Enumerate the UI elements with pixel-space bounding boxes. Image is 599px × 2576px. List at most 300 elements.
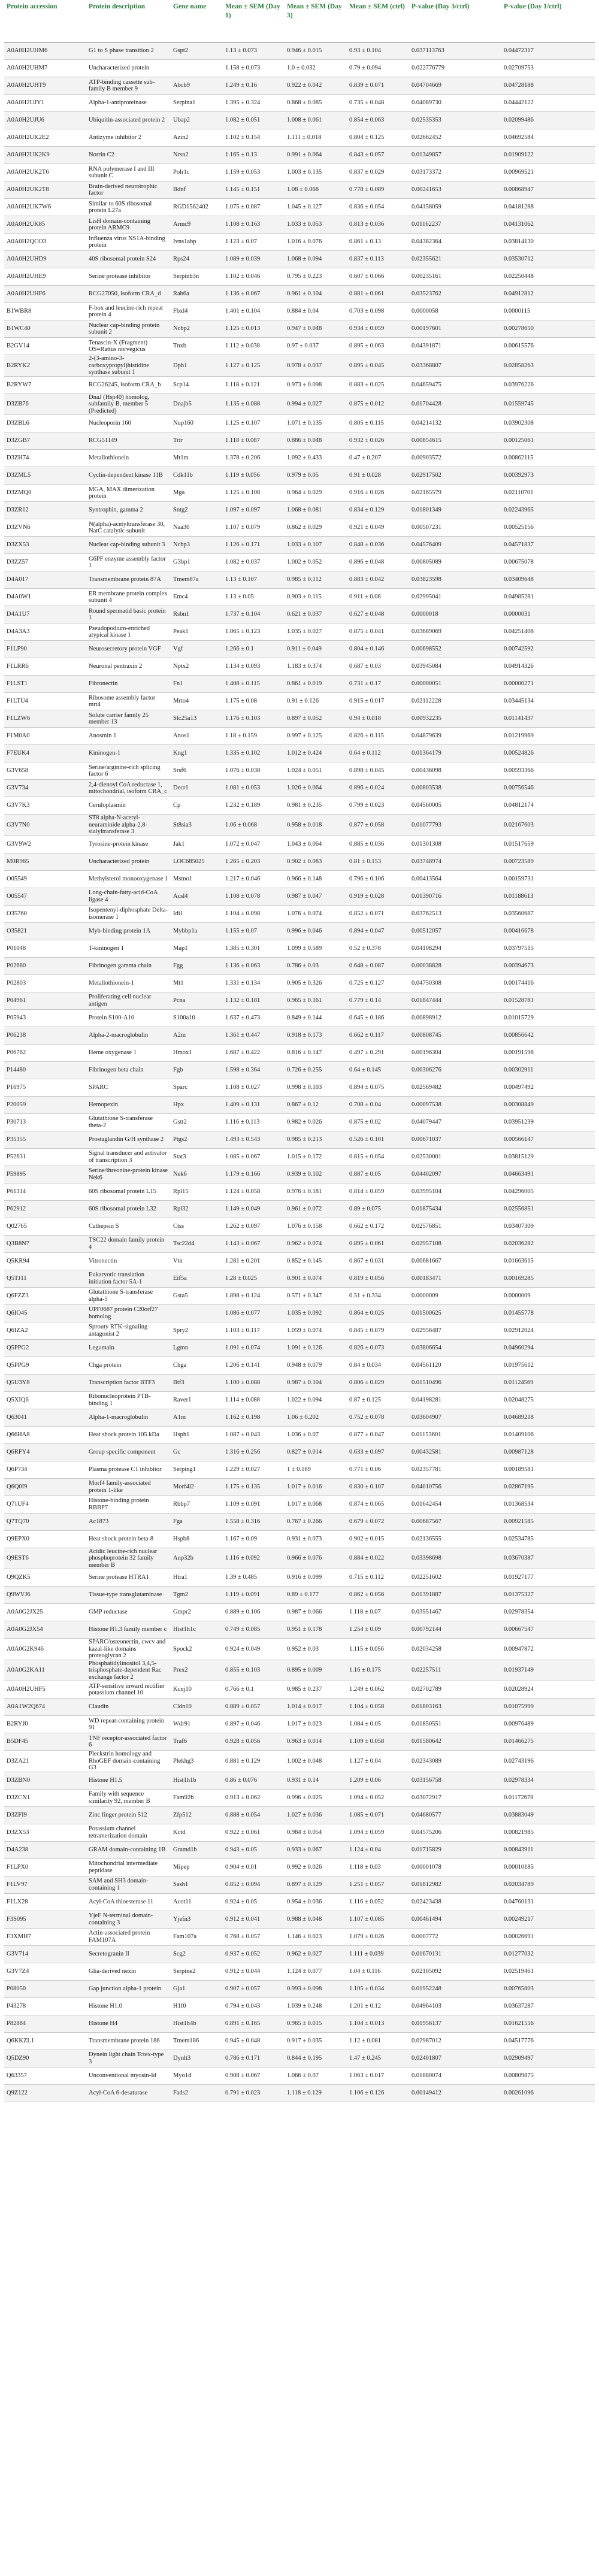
table-cell: Q6IO45 <box>4 1304 86 1322</box>
table-cell: 1.165 ± 0.13 <box>223 147 285 164</box>
table-cell: 1.12 ± 0.081 <box>347 2032 409 2050</box>
table-cell: 0.00413564 <box>409 870 501 888</box>
table-cell: 0.884 ± 0.022 <box>347 1548 409 1569</box>
table-cell: 0.895 ± 0.045 <box>347 355 409 377</box>
table-cell: 0.03072917 <box>409 1789 501 1806</box>
table-cell: Q5PPG2 <box>4 1339 86 1357</box>
table-cell: 1.06 ± 0.068 <box>223 815 285 836</box>
table-cell: 0.02105092 <box>409 1963 501 1980</box>
table-cell: Tmem87a <box>171 571 223 589</box>
table-cell: Long-chain-fatty-acid-CoA ligase 4 <box>86 888 171 905</box>
table-cell: 0.725 ± 0.127 <box>347 974 409 992</box>
table-cell: Cyclin-dependent kinase 11B <box>86 467 171 485</box>
table-cell: 1.124 ± 0.077 <box>285 1963 347 1980</box>
table-cell: 0.03689069 <box>409 623 501 641</box>
table-cell: Cldn10 <box>171 1699 223 1716</box>
table-cell: 0.47 ± 0.207 <box>347 450 409 467</box>
table-cell: 0.00843911 <box>501 1841 595 1858</box>
table-cell: Gja1 <box>171 1980 223 1997</box>
table-cell: 0.00524826 <box>501 745 595 762</box>
table-cell: Acsl4 <box>171 888 223 905</box>
table-cell: 1.04 ± 0.116 <box>347 1963 409 1980</box>
table-cell: 0.931 ± 0.073 <box>285 1530 347 1548</box>
table-cell: Gap junction alpha-1 protein <box>86 1980 171 1997</box>
table-cell: D3ZMQ0 <box>4 485 86 502</box>
table-cell: N(alpha)-acetyltransferase 30, NatC catalytic subunit <box>86 519 171 537</box>
table-cell: 1.105 ± 0.034 <box>347 1980 409 1997</box>
table-cell: 0.837 ± 0.113 <box>347 251 409 268</box>
table-row <box>4 693 595 710</box>
table-cell: 1.118 ± 0.087 <box>223 432 285 450</box>
table-row <box>4 60 595 77</box>
table-cell: 0.01368534 <box>501 1496 595 1513</box>
table-cell: RCG51149 <box>86 432 171 450</box>
table-cell: 0.04158059 <box>409 199 501 216</box>
table-cell: F3XMH7 <box>4 1928 86 1945</box>
table-cell: 0.884 ± 0.04 <box>285 303 347 320</box>
table-cell: B5DF45 <box>4 1733 86 1751</box>
table-cell: F7EUK4 <box>4 745 86 762</box>
table-cell: 0.02028924 <box>501 1681 595 1699</box>
table-cell: 0.852 ± 0.094 <box>223 1876 285 1893</box>
table-cell: 0.00149412 <box>409 2084 501 2102</box>
table-cell: 0.04659475 <box>409 376 501 393</box>
table-cell: LOC685025 <box>171 853 223 870</box>
table-cell: Rab6a <box>171 286 223 303</box>
table-row <box>4 974 595 992</box>
table-cell: 0.804 ± 0.146 <box>347 641 409 658</box>
table-cell: 0.766 ± 0.1 <box>223 1681 285 1699</box>
table-cell: 0.889 ± 0.057 <box>223 1699 285 1716</box>
table-cell: Spry2 <box>171 1322 223 1339</box>
table-cell: Ctss <box>171 1218 223 1235</box>
table-cell: 1.103 ± 0.117 <box>223 1322 285 1339</box>
table-cell: 0.03883049 <box>501 1806 595 1824</box>
table-row <box>4 415 595 432</box>
table-cell: 0.03156758 <box>409 1772 501 1789</box>
table-cell: Myo1d <box>171 2067 223 2084</box>
table-cell: 0.02709753 <box>501 60 595 77</box>
table-cell: A0A0G2KA11 <box>4 1660 86 1681</box>
table-cell: Zfp512 <box>171 1806 223 1824</box>
table-cell: 0.852 ± 0.071 <box>347 905 409 922</box>
table-cell: 0.931 ± 0.14 <box>285 1772 347 1789</box>
table-cell: 0.02534785 <box>501 1530 595 1548</box>
table-cell: P05943 <box>4 1009 86 1027</box>
table-row <box>4 1096 595 1113</box>
table-cell: 0.633 ± 0.097 <box>347 1443 409 1461</box>
table-cell: Isopentenyl-diphosphate Delta-isomerase 1 <box>86 905 171 922</box>
table-row <box>4 1496 595 1513</box>
table-cell: F1LV97 <box>4 1876 86 1893</box>
table-cell: 0.911 ± 0.049 <box>285 641 347 658</box>
table-cell: 1.039 ± 0.248 <box>285 1997 347 2015</box>
table-cell: 0.02165579 <box>409 485 501 502</box>
table-cell: Sash1 <box>171 1876 223 1893</box>
table-row <box>4 1287 595 1304</box>
table-cell: 1.091 ± 0.074 <box>223 1339 285 1357</box>
table-cell: 0.00026691 <box>501 1928 595 1945</box>
table-cell: Idi1 <box>171 905 223 922</box>
table-row <box>4 1858 595 1876</box>
table-row <box>4 1699 595 1716</box>
table-cell: M0R965 <box>4 853 86 870</box>
table-cell: 0.01517659 <box>501 836 595 853</box>
table-cell: A0A0H2UJU6 <box>4 112 86 129</box>
table-cell: Secretogranin II <box>86 1945 171 1963</box>
table-cell: 1.265 ± 0.203 <box>223 853 285 870</box>
table-cell: Round spermatid basic protein 1 <box>86 606 171 623</box>
table-cell: 0.845 ± 0.079 <box>347 1322 409 1339</box>
table-cell: 0.621 ± 0.037 <box>285 606 347 623</box>
table-cell: 1.229 ± 0.027 <box>223 1461 285 1478</box>
table-cell: 1.149 ± 0.049 <box>223 1200 285 1218</box>
table-cell: 0.00191598 <box>501 1044 595 1061</box>
table-row <box>4 888 595 905</box>
table-cell: 1.316 ± 0.256 <box>223 1443 285 1461</box>
table-cell: 0.961 ± 0.072 <box>285 1200 347 1218</box>
table-cell: 0.00512057 <box>409 922 501 940</box>
table-cell: 0.02978354 <box>501 1604 595 1621</box>
table-cell: 1.159 ± 0.053 <box>223 164 285 181</box>
table-cell: D3ZX53 <box>4 537 86 554</box>
table-row <box>4 815 595 836</box>
table-cell: 0.826 ± 0.073 <box>347 1339 409 1357</box>
table-cell: B2RYW7 <box>4 376 86 393</box>
table-cell: 0.00302911 <box>501 1061 595 1079</box>
table-cell: 1.008 ± 0.061 <box>285 112 347 129</box>
table-cell: 1.116 ± 0.092 <box>223 1548 285 1569</box>
table-cell: 0.816 ± 0.147 <box>285 1044 347 1061</box>
table-cell: 0.00461494 <box>409 1911 501 1928</box>
table-cell: 0.89 ± 0.075 <box>347 1200 409 1218</box>
table-cell: Hist1h1b <box>171 1772 223 1789</box>
table-cell: B2GV14 <box>4 338 86 355</box>
table-cell: 0.81 ± 0.153 <box>347 853 409 870</box>
table-cell: P62912 <box>4 1200 86 1218</box>
table-cell: 0.03409648 <box>501 571 595 589</box>
table-cell: Myb-binding protein 1A <box>86 922 171 940</box>
table-cell: Q7TQ70 <box>4 1513 86 1530</box>
table-cell: Similar to 60S ribosomal protein L27a <box>86 199 171 216</box>
table-cell: 0.867 ± 0.12 <box>285 1096 347 1113</box>
table-cell: 0.987 ± 0.104 <box>285 1374 347 1391</box>
table-cell: 1.687 ± 0.422 <box>223 1044 285 1061</box>
table-cell: P06238 <box>4 1027 86 1044</box>
table-cell: 0.731 ± 0.17 <box>347 676 409 693</box>
table-cell: 0.04728188 <box>501 77 595 95</box>
table-cell: Signal transducer and activator of transcription 3 <box>86 1148 171 1166</box>
table-cell: 0.981 ± 0.235 <box>285 797 347 815</box>
table-cell: 0.00197601 <box>409 320 501 338</box>
table-row <box>4 1997 595 2015</box>
table-cell: 60S ribosomal protein L15 <box>86 1183 171 1200</box>
table-cell: 0.02357781 <box>409 1461 501 1478</box>
table-cell: Ac1873 <box>86 1513 171 1530</box>
table-cell: Hsph1 <box>171 1426 223 1443</box>
table-cell: Phosphatidylinositol 3,4,5-trisphosphate-dependent Rac exchange factor 2 <box>86 1660 171 1681</box>
table-cell: Nup160 <box>171 415 223 432</box>
table-cell: Abcb9 <box>171 77 223 95</box>
table-cell: Norrin C2 <box>86 147 171 164</box>
table-cell: Dynlt3 <box>171 2050 223 2067</box>
table-cell: D3ZCN1 <box>4 1789 86 1806</box>
table-cell: 0.03976226 <box>501 376 595 393</box>
table-cell: 1.118 ± 0.07 <box>347 1604 409 1621</box>
table-row <box>4 1391 595 1409</box>
table-cell: Serpina1 <box>171 95 223 112</box>
table-row <box>4 485 595 502</box>
table-cell: 0.839 ± 0.071 <box>347 77 409 95</box>
table-cell: A0A0H2UHM6 <box>4 43 86 60</box>
table-cell: 0.04985281 <box>501 589 595 606</box>
table-cell: 1.045 ± 0.127 <box>285 199 347 216</box>
table-cell: 1.104 ± 0.098 <box>223 905 285 922</box>
table-cell: Brain-derived neurotrophic factor <box>86 181 171 199</box>
table-row <box>4 1339 595 1357</box>
table-cell: A0A0G2JX25 <box>4 1604 86 1621</box>
table-cell: 1.251 ± 0.057 <box>347 1876 409 1893</box>
table-cell: 0.805 ± 0.115 <box>347 415 409 432</box>
table-cell: 0.795 ± 0.223 <box>285 268 347 286</box>
table-cell: 0.04131062 <box>501 216 595 234</box>
table-cell: 1.099 ± 0.589 <box>285 940 347 957</box>
table-cell: 0.848 ± 0.036 <box>347 537 409 554</box>
table-cell: 1.092 ± 0.433 <box>285 450 347 467</box>
table-cell: H1f0 <box>171 1997 223 2015</box>
table-row <box>4 1639 595 1660</box>
table-cell: A0A0H2UK2T6 <box>4 164 86 181</box>
table-cell: 0.0000058 <box>409 303 501 320</box>
table-cell: 1.598 ± 0.364 <box>223 1061 285 1079</box>
table-cell: 1.065 ± 0.123 <box>223 623 285 641</box>
column-header: Mean ± SEM (ctrl) <box>347 0 409 43</box>
table-cell: 0.982 ± 0.026 <box>285 1113 347 1131</box>
table-cell: 0.919 ± 0.028 <box>347 888 409 905</box>
table-cell: 0.804 ± 0.125 <box>347 129 409 147</box>
table-cell: 1.0 ± 0.032 <box>285 60 347 77</box>
table-cell: 0.973 ± 0.098 <box>285 376 347 393</box>
table-cell: 0.898 ± 0.045 <box>347 762 409 780</box>
table-cell: 0.886 ± 0.048 <box>285 432 347 450</box>
table-cell: 0.985 ± 0.237 <box>285 1681 347 1699</box>
table-cell: Q9EST6 <box>4 1548 86 1569</box>
table-cell: 0.932 ± 0.026 <box>347 432 409 450</box>
table-cell: St8sia3 <box>171 815 223 836</box>
table-cell: 0.01349857 <box>409 147 501 164</box>
table-cell: Decr1 <box>171 780 223 797</box>
table-cell: 0.04442122 <box>501 95 595 112</box>
table-cell: Bdnf <box>171 181 223 199</box>
table-cell: D4A1U7 <box>4 606 86 623</box>
table-cell: 0.767 ± 0.266 <box>285 1513 347 1530</box>
table-cell: 1.262 ± 0.097 <box>223 1218 285 1235</box>
table-cell: D3ZZ57 <box>4 554 86 571</box>
table-cell: G6PF enzyme assembly factor 1 <box>86 554 171 571</box>
table-cell: 0.00808745 <box>409 1027 501 1044</box>
table-cell: 0.79 ± 0.094 <box>347 60 409 77</box>
table-cell: 0.02702789 <box>409 1681 501 1699</box>
table-cell: 0.963 ± 0.014 <box>285 1733 347 1751</box>
table-header <box>4 0 595 43</box>
table-cell: A0A0H2UK85 <box>4 216 86 234</box>
protein-table <box>4 0 595 2102</box>
table-cell: 1.116 ± 0.052 <box>347 1893 409 1911</box>
table-cell: A2m <box>171 1027 223 1044</box>
table-cell: Metallothionein-1 <box>86 974 171 992</box>
table-cell: 0.806 ± 0.029 <box>347 1374 409 1391</box>
table-cell: Cathepsin S <box>86 1218 171 1235</box>
table-cell: 1.637 ± 0.473 <box>223 1009 285 1027</box>
table-row <box>4 376 595 393</box>
table-cell: Plasma protease C1 inhibitor <box>86 1461 171 1478</box>
table-cell: 0.924 ± 0.049 <box>223 1639 285 1660</box>
table-row <box>4 181 595 199</box>
table-row <box>4 432 595 450</box>
table-cell: 0.00306276 <box>409 1061 501 1079</box>
table-cell: Naa30 <box>171 519 223 537</box>
table-cell: Nrsn2 <box>171 147 223 164</box>
table-cell: 0.896 ± 0.048 <box>347 554 409 571</box>
table-cell: Hemopexin <box>86 1096 171 1113</box>
table-cell: G3V658 <box>4 762 86 780</box>
table-cell: Glutathione S-transferase theta-2 <box>86 1113 171 1131</box>
table-cell: Fgg <box>171 957 223 974</box>
table-cell: 0.00671037 <box>409 1131 501 1148</box>
table-cell: 0.978 ± 0.037 <box>285 355 347 377</box>
table-cell: 0.03398698 <box>409 1548 501 1569</box>
table-cell: S100a10 <box>171 1009 223 1027</box>
table-cell: 0.97 ± 0.037 <box>285 338 347 355</box>
table-cell: 1.124 ± 0.04 <box>347 1841 409 1858</box>
table-cell: 0.02423438 <box>409 1893 501 1911</box>
table-cell: 1.087 ± 0.043 <box>223 1426 285 1443</box>
table-cell: Gspt2 <box>171 43 223 60</box>
table-cell: 0.903 ± 0.115 <box>285 589 347 606</box>
table-row <box>4 992 595 1009</box>
table-row <box>4 1893 595 1911</box>
table-cell: 1.146 ± 0.023 <box>285 1928 347 1945</box>
table-cell: 0.00765803 <box>501 1980 595 1997</box>
table-cell: 1.361 ± 0.447 <box>223 1027 285 1044</box>
table-cell: 1.125 ± 0.107 <box>223 415 285 432</box>
table-cell: Morf4 family-associated protein 1-like <box>86 1478 171 1496</box>
table-cell: Sntg2 <box>171 502 223 519</box>
table-cell: 1.281 ± 0.201 <box>223 1252 285 1270</box>
table-row <box>4 1009 595 1027</box>
table-cell: D3ZGB7 <box>4 432 86 450</box>
table-cell: 0.01141437 <box>501 710 595 728</box>
table-cell: ATP-binding cassette sub-family B member 9 <box>86 77 171 95</box>
table-cell: P61314 <box>4 1183 86 1200</box>
table-cell: 0.00856642 <box>501 1027 595 1044</box>
table-cell: F1LTU4 <box>4 693 86 710</box>
table-cell: 0.854 ± 0.063 <box>347 112 409 129</box>
table-cell: 0.00742592 <box>501 641 595 658</box>
table-cell: 1.109 ± 0.091 <box>223 1496 285 1513</box>
table-cell: 1.409 ± 0.131 <box>223 1096 285 1113</box>
table-cell: Unconventional myosin-Id <box>86 2067 171 2084</box>
table-cell: Q5DZ90 <box>4 2050 86 2067</box>
table-cell: 0.991 ± 0.064 <box>285 147 347 164</box>
table-cell: 1.167 ± 0.09 <box>223 1530 285 1548</box>
table-cell: Cdk11b <box>171 467 223 485</box>
table-row <box>4 1409 595 1426</box>
table-row <box>4 1322 595 1339</box>
table-cell: Ptgs2 <box>171 1131 223 1148</box>
table-cell: F1LRR6 <box>4 658 86 676</box>
table-cell: Tgm2 <box>171 1587 223 1604</box>
table-cell: 0.01880074 <box>409 2067 501 2084</box>
table-cell: 1.084 ± 0.05 <box>347 1716 409 1733</box>
table-cell: 0.04382364 <box>409 234 501 251</box>
table-cell: 1.209 ± 0.06 <box>347 1772 409 1789</box>
table-cell: TSC22 domain family protein 4 <box>86 1235 171 1252</box>
table-cell: 0.885 ± 0.036 <box>347 836 409 853</box>
table-cell: 0.571 ± 0.347 <box>285 1287 347 1304</box>
table-cell: Fibrinogen beta chain <box>86 1061 171 1079</box>
table-cell: 1.136 ± 0.067 <box>223 286 285 303</box>
table-cell: 1.118 ± 0.03 <box>347 1858 409 1876</box>
table-cell: 0.961 ± 0.104 <box>285 286 347 303</box>
table-cell: Serpine2 <box>171 1963 223 1980</box>
table-cell: 1.28 ± 0.025 <box>223 1270 285 1287</box>
table-row <box>4 1131 595 1148</box>
table-cell: 0.01466275 <box>501 1733 595 1751</box>
table-row <box>4 467 595 485</box>
table-cell: 0.966 ± 0.148 <box>285 870 347 888</box>
table-cell: Fibronectin <box>86 676 171 693</box>
table-cell: 0.04296005 <box>501 1183 595 1200</box>
table-cell: O35821 <box>4 922 86 940</box>
header-row <box>4 0 595 43</box>
table-cell: Btf3 <box>171 1374 223 1391</box>
table-cell: 0.01510496 <box>409 1374 501 1391</box>
table-cell: 0.02401807 <box>409 2050 501 2067</box>
table-cell: 0.02858263 <box>501 355 595 377</box>
table-cell: 0.627 ± 0.048 <box>347 606 409 623</box>
table-cell: 0.00921585 <box>501 1513 595 1530</box>
table-cell: 0.01850551 <box>409 1716 501 1733</box>
table-cell: Alpha-1-macroglobulin <box>86 1409 171 1426</box>
table-cell: 0.00392973 <box>501 467 595 485</box>
table-cell: 0.01801349 <box>409 502 501 519</box>
table-row <box>4 1148 595 1166</box>
table-cell: 0.00803538 <box>409 780 501 797</box>
table-cell: 0.00862115 <box>501 450 595 467</box>
table-cell: 0.843 ± 0.057 <box>347 147 409 164</box>
table-cell: 0.497 ± 0.291 <box>347 1044 409 1061</box>
table-cell: D3ZB76 <box>4 393 86 415</box>
table-cell: 1.068 ± 0.094 <box>285 251 347 268</box>
table-cell: 1.108 ± 0.027 <box>223 1079 285 1096</box>
table-cell: Q5TJ11 <box>4 1270 86 1287</box>
table-cell: Tmem186 <box>171 2032 223 2050</box>
table-cell: 0.895 ± 0.063 <box>347 338 409 355</box>
table-cell: A0A0H2UHF6 <box>4 286 86 303</box>
table-cell: 0.01975612 <box>501 1357 595 1374</box>
table-cell: 0.01663615 <box>501 1252 595 1270</box>
table-cell: 0.855 ± 0.103 <box>223 1660 285 1681</box>
table-cell: 1.017 ± 0.016 <box>285 1478 347 1496</box>
table-cell: 0.00235161 <box>409 268 501 286</box>
table-cell: A0A0G2JX54 <box>4 1621 86 1639</box>
table-cell: 1.082 ± 0.051 <box>223 112 285 129</box>
table-cell: 1.176 ± 0.103 <box>223 710 285 728</box>
table-cell: 0.998 ± 0.103 <box>285 1079 347 1096</box>
table-cell: 0.00987128 <box>501 1443 595 1461</box>
table-cell: Histone-binding protein RBBP7 <box>86 1496 171 1513</box>
